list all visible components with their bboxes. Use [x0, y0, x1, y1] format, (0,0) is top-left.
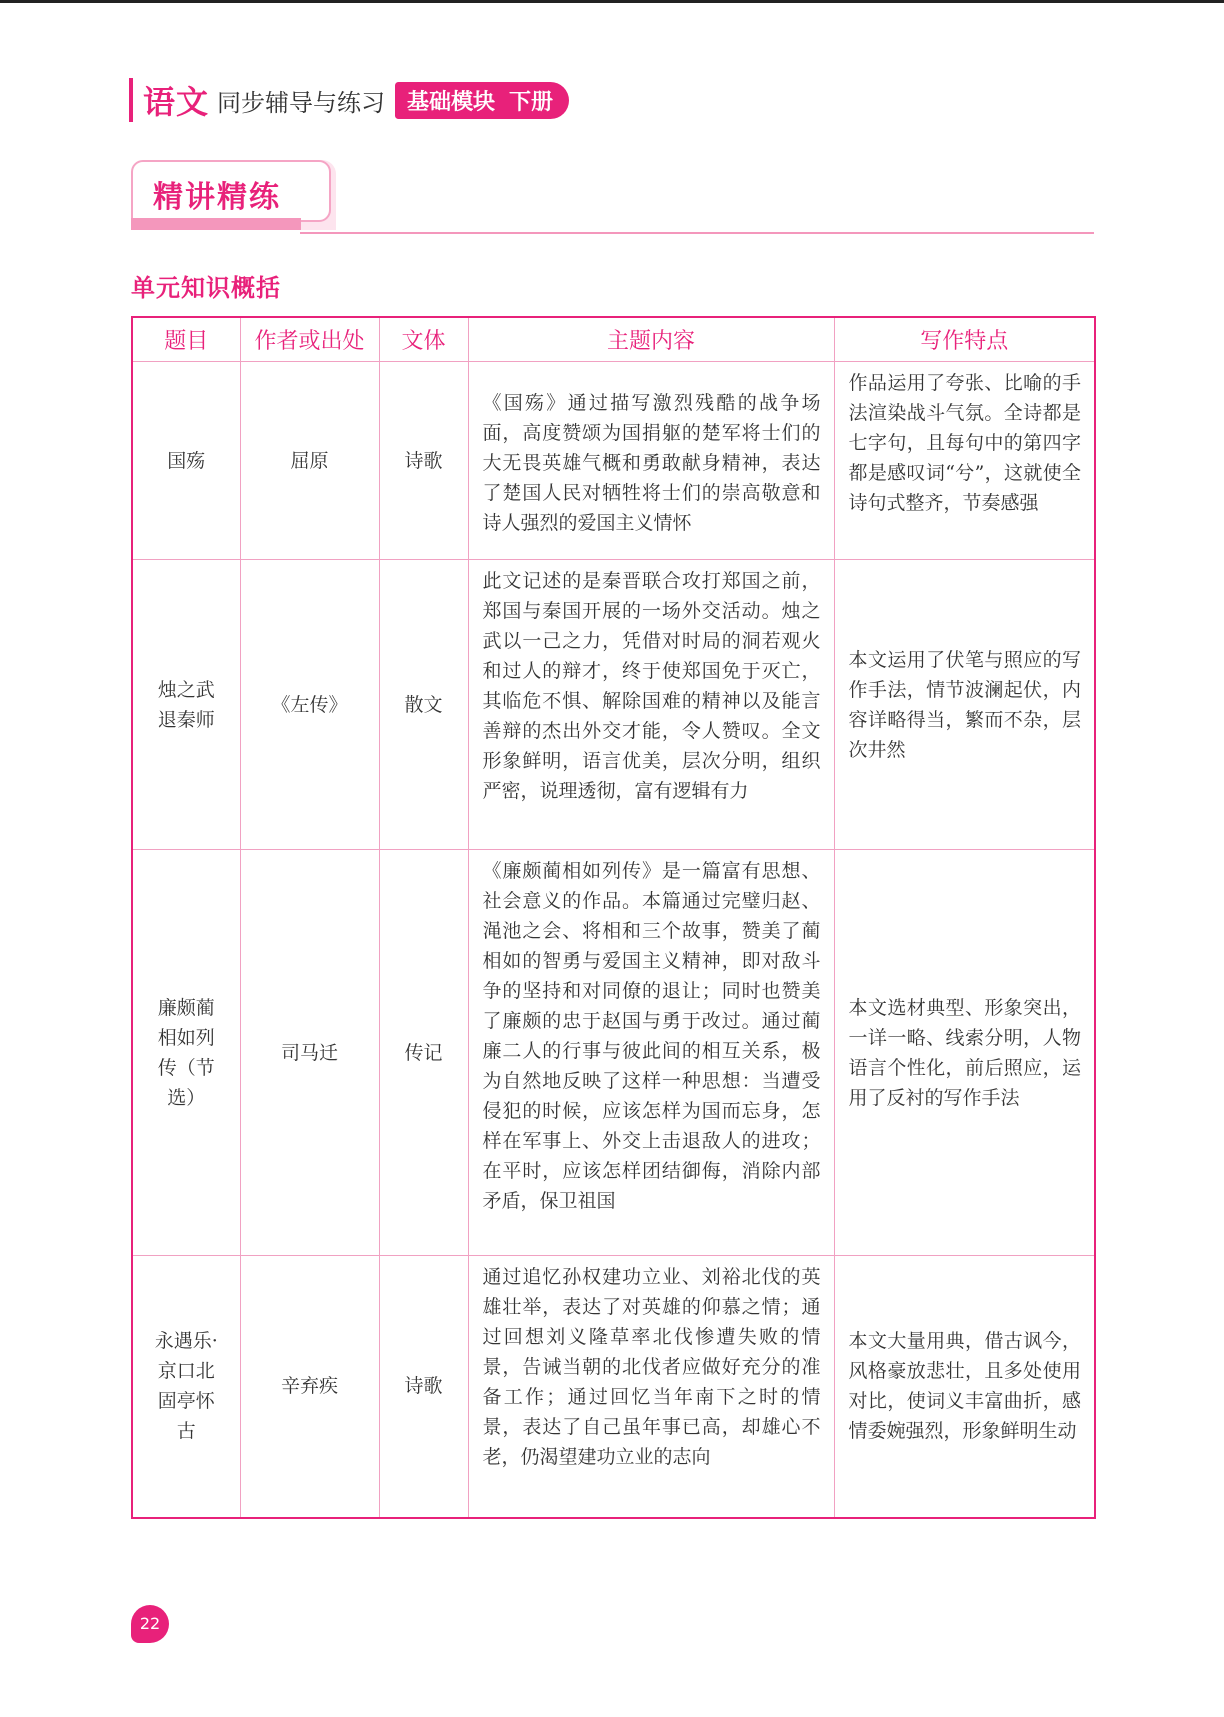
header-series: 同步辅导与练习	[217, 88, 386, 117]
table-row	[132, 850, 1095, 1256]
cell-author: 屈原	[240, 362, 379, 560]
cell-title: 烛之武退秦师	[132, 560, 240, 850]
header-title: 题目	[132, 317, 240, 362]
cell-theme: 通过追忆孙权建功立业、刘裕北伐的英雄壮举，表达了对英雄的仰慕之情；通过回想刘义隆草率北伐惨遭失败的情景，告诫当朝的北伐者应做好充分的准备工作；通过回忆当年南下之时的情景，表达了自己虽年事已高，却雄心不老，仍渴望建功立业的志向	[468, 1256, 834, 1518]
cell-genre: 散文	[379, 560, 468, 850]
cell-genre: 诗歌	[379, 362, 468, 560]
table-row	[132, 362, 1095, 560]
section-title: 精讲精练	[153, 180, 281, 215]
section-tab-underline	[131, 218, 301, 230]
cell-theme: 此文记述的是秦晋联合攻打郑国之前，郑国与秦国开展的一场外交活动。烛之武以一己之力，凭借对时局的洞若观火和过人的辩才，终于使郑国免于灭亡，其临危不惧、解除国难的精神以及能言善辩的杰出外交才能，令人赞叹。全文形象鲜明，语言优美，层次分明，组织严密，说理透彻，富有逻辑有力	[468, 560, 834, 850]
page-header	[129, 78, 569, 122]
header-subject: 语文	[143, 83, 210, 121]
header-features: 写作特点	[834, 317, 1095, 362]
cell-features: 本文选材典型、形象突出，一详一略、线索分明，人物语言个性化，前后照应，运用了反衬的写作手法	[834, 850, 1095, 1256]
section-rule	[300, 232, 1094, 234]
page-number: 22	[131, 1605, 169, 1643]
cell-title: 国殇	[132, 362, 240, 560]
header-volume: 下册	[509, 89, 554, 115]
knowledge-table	[131, 316, 1096, 1519]
cell-theme: 《国殇》通过描写激烈残酷的战争场面，高度赞颂为国捐躯的楚军将士们的大无畏英雄气概和勇敢献身精神，表达了楚国人民对牺牲将士们的崇高敬意和诗人强烈的爱国主义情怀	[468, 362, 834, 560]
cell-genre: 诗歌	[379, 1256, 468, 1518]
cell-features: 本文大量用典，借古讽今，风格豪放悲壮，且多处使用对比，使词义丰富曲折，感情委婉强烈，形象鲜明生动	[834, 1256, 1095, 1518]
cell-author: 《左传》	[240, 560, 379, 850]
cell-theme: 《廉颇蔺相如列传》是一篇富有思想、社会意义的作品。本篇通过完璧归赵、渑池之会、将相和三个故事，赞美了蔺相如的智勇与爱国主义精神，即对敌斗争的坚持和对同僚的退让；同时也赞美了廉颇的忠于赵国与勇于改过。通过蔺廉二人的行事与彼此间的相互关系，极为自然地反映了这样一种思想：当遭受侵犯的时候，应该怎样为国而忘身，怎样在军事上、外交上击退敌人的进攻；在平时，应该怎样团结御侮，消除内部矛盾，保卫祖国	[468, 850, 834, 1256]
header-accent-bar	[129, 78, 133, 122]
header-module-pill	[395, 82, 569, 119]
unit-title: 单元知识概括	[131, 274, 281, 302]
header-author: 作者或出处	[240, 317, 379, 362]
header-theme: 主题内容	[468, 317, 834, 362]
table-row	[132, 1256, 1095, 1518]
header-module: 基础模块	[407, 89, 496, 115]
cell-author: 司马迁	[240, 850, 379, 1256]
table-header-row	[132, 317, 1095, 362]
header-genre: 文体	[379, 317, 468, 362]
cell-genre: 传记	[379, 850, 468, 1256]
cell-features: 本文运用了伏笔与照应的写作手法，情节波澜起伏，内容详略得当，繁而不杂，层次井然	[834, 560, 1095, 850]
table-row	[132, 560, 1095, 850]
cell-title: 永遇乐·京口北固亭怀古	[132, 1256, 240, 1518]
cell-features: 作品运用了夸张、比喻的手法渲染战斗气氛。全诗都是七字句，且每句中的第四字都是感叹词“兮”，这就使全诗句式整齐，节奏感强	[834, 362, 1095, 560]
top-rule	[0, 0, 1224, 3]
cell-author: 辛弃疾	[240, 1256, 379, 1518]
cell-title: 廉颇蔺相如列传（节选）	[132, 850, 240, 1256]
